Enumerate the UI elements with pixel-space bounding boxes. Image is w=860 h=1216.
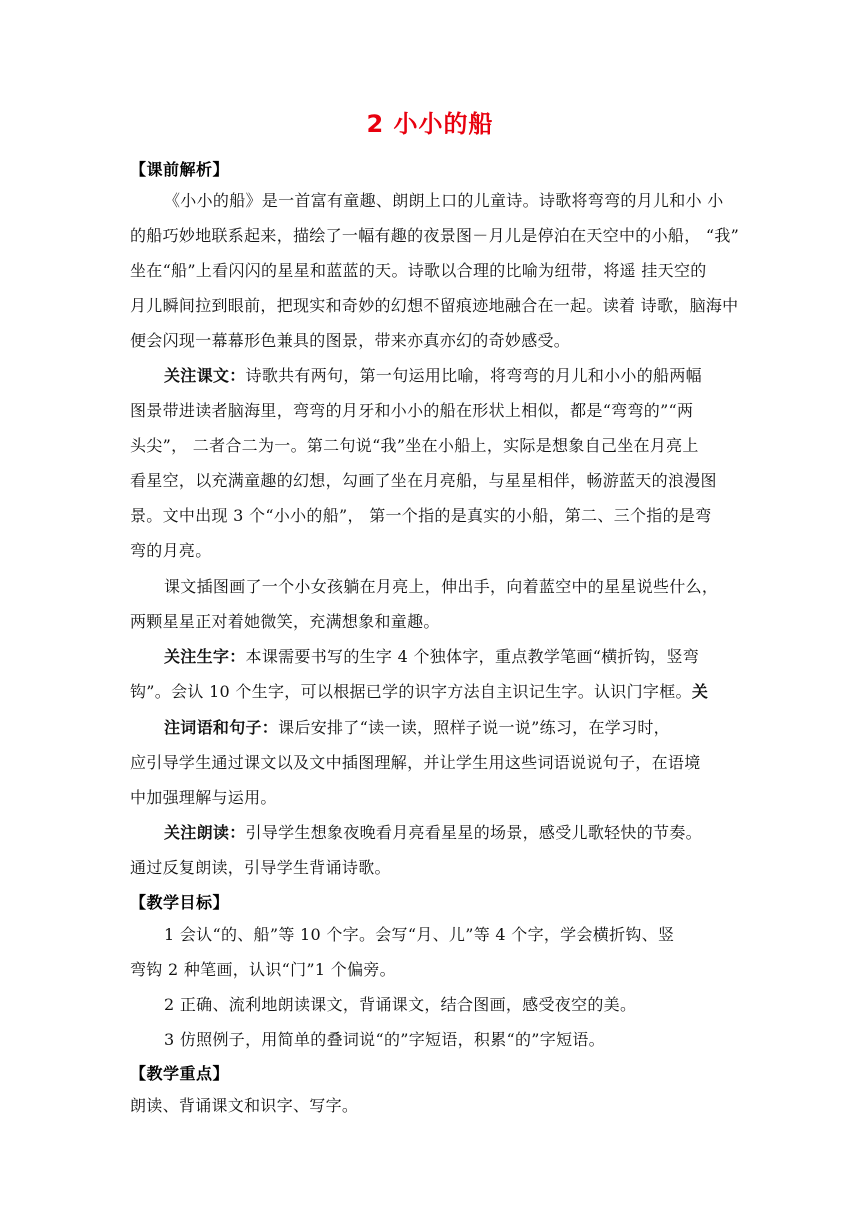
paragraph-text: 课后安排了“读一读，照样子说一说”练习，在学习时， <box>278 718 670 737</box>
section-heading-keypoints: 【教学重点】 <box>130 1064 230 1083</box>
paragraph-line: 通过反复朗读，引导学生背诵诗歌。 <box>130 858 391 877</box>
paragraph-lead: 注词语和句子： <box>164 718 279 737</box>
paragraph-line: 弯的月亮。 <box>130 541 212 560</box>
paragraph-text: 引导学生想象夜晚看月亮看星星的场景，感受儿歌轻快的节奏。 <box>245 823 702 842</box>
paragraph-line: 《小小的船》是一首富有童趣、朗朗上口的儿童诗。诗歌将弯弯的月儿和小 小 <box>164 191 724 210</box>
paragraph-line: 中加强理解与运用。 <box>130 788 277 807</box>
paragraph-line: 两颗星星正对着她微笑，充满想象和童趣。 <box>130 612 440 631</box>
paragraph-line <box>164 647 699 667</box>
paragraph-line: 坐在“船”上看闪闪的星星和蓝蓝的天。诗歌以合理的比喻为纽带，将遥 挂天空的 <box>130 261 707 280</box>
goal-item: 3 仿照例子，用简单的叠词说“的”字短语，积累“的”字短语。 <box>164 1030 605 1049</box>
section-heading-analysis: 【课前解析】 <box>130 160 230 179</box>
goal-item: 1 会认“的、船”等 10 个字。会写“月、儿”等 4 个字，学会横折钩、竖 <box>164 925 675 944</box>
paragraph-line <box>164 366 702 386</box>
paragraph-text: 诗歌共有两句，第一句运用比喻，将弯弯的月儿和小小的船两幅 <box>245 366 702 385</box>
goal-item: 弯钩 2 种笔画，认识“门”1 个偏旁。 <box>130 960 396 979</box>
paragraph-line: 课文插图画了一个小女孩躺在月亮上，伸出手，向着蓝空中的星星说些什么， <box>164 577 719 596</box>
paragraph-line: 看星空，以充满童趣的幻想，勾画了坐在月亮船，与星星相伴，畅游蓝天的浪漫图 <box>130 471 717 490</box>
paragraph-text: 钩”。会认 10 个生字，可以根据已学的识字方法自主识记生字。认识门字框。 <box>130 682 692 701</box>
paragraph-line: 景。文中出现 3 个“小小的船”， 第一个指的是真实的小船，第二、三个指的是弯 <box>130 506 712 525</box>
paragraph-lead: 关注生字： <box>164 647 246 666</box>
paragraph-text: 本课需要书写的生字 4 个独体字，重点教学笔画“横折钩，竖弯 <box>245 647 700 666</box>
paragraph-line: 月儿瞬间拉到眼前，把现实和奇妙的幻想不留痕迹地融合在一起。读着 诗歌，脑海中 <box>130 296 739 315</box>
goal-item: 2 正确、流利地朗读课文，背诵课文，结合图画，感受夜空的美。 <box>164 995 637 1014</box>
paragraph-lead: 关注课文： <box>164 366 246 385</box>
paragraph-line: 的船巧妙地联系起来，描绘了一幅有趣的夜景图－月儿是停泊在天空中的小船， “我” <box>130 226 740 245</box>
paragraph-line: 便会闪现一幕幕形色兼具的图景，带来亦真亦幻的奇妙感受。 <box>130 331 571 350</box>
paragraph-line: 应引导学生通过课文以及文中插图理解，并让学生用这些词语说说句子，在语境 <box>130 753 701 772</box>
paragraph-line <box>130 682 708 702</box>
paragraph-line: 头尖”， 二者合二为一。第二句说“我”坐在小船上，实际是想象自己坐在月亮上 <box>130 436 699 455</box>
paragraph-line: 图景带进读者脑海里，弯弯的月牙和小小的船在形状上相似，都是“弯弯的”“两 <box>130 401 694 420</box>
page-title: 2 小小的船 <box>366 110 494 138</box>
paragraph-line <box>164 823 702 843</box>
paragraph-line <box>164 718 670 738</box>
keypoints-text: 朗读、背诵课文和识字、写字。 <box>130 1096 359 1115</box>
section-heading-goals: 【教学目标】 <box>130 893 230 912</box>
paragraph-lead: 关注朗读： <box>164 823 246 842</box>
paragraph-lead: 关 <box>691 682 709 701</box>
